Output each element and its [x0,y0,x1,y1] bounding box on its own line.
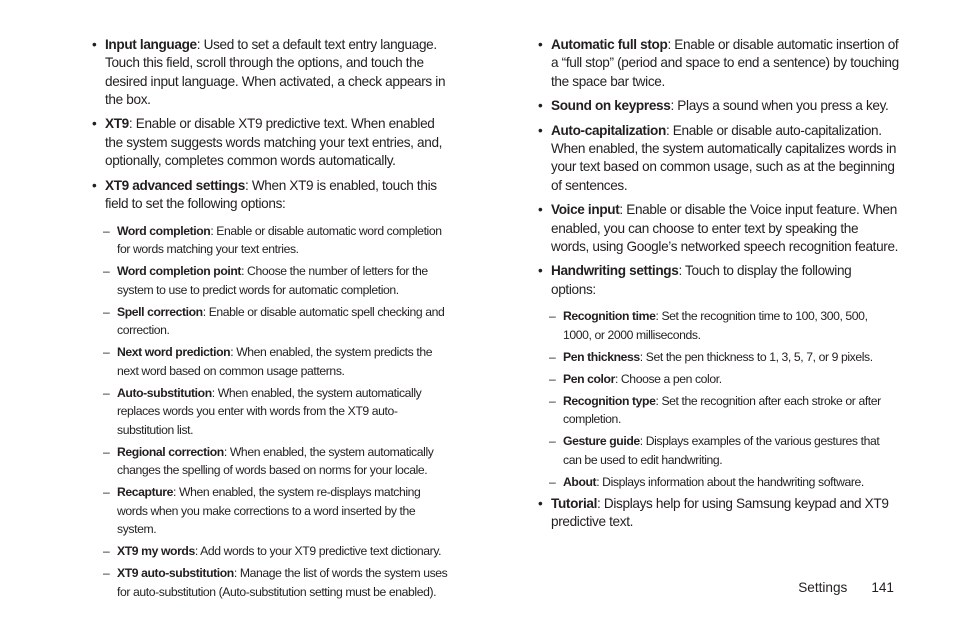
description: : Enable or disable automatic insertion of a “full stop” (period and space to end a sentence) by touching the space bar twice. [551,37,899,89]
description: : Displays help for using Samsung keypad and XT9 predictive text. [551,495,889,530]
sublist-item-regional-correction [91,443,453,480]
dash: – [103,385,110,400]
bullet: • [538,202,543,218]
sublist-item-spell-correction [91,303,453,340]
sublist-item-recognition-type [537,392,899,429]
description: : Enable or disable the Voice input feature. When enabled, you can choose to enter text by speaking the words, using Google’s networked speech recognition feature. [551,202,899,254]
term: Sound on keypress [551,98,671,114]
dash: – [549,474,556,489]
term: Recapture [117,485,174,500]
dash: – [103,544,110,559]
list-item-sound-on-keypress [537,97,899,115]
term: Handwriting settings [551,263,679,279]
dash: – [103,485,110,500]
bullet: • [538,122,543,138]
dash: – [549,434,556,449]
term: XT9 [105,116,129,132]
bullet: • [538,98,543,114]
term: Input language [105,37,197,52]
term: Recognition time [563,309,656,324]
bullet: • [538,495,543,511]
term: Voice input [551,202,620,218]
description: : Used to set a default text entry language. Touch this field, scroll through the options, and touch the desired input language. When activated, a check appears in the box. [105,37,446,107]
term: Gesture guide [563,434,640,449]
term: Auto-substitution [117,385,212,400]
bullet: • [92,37,97,52]
sublist-item-next-word-prediction [91,343,453,380]
list-item-handwriting-settings [537,262,899,299]
description: : Enable or disable XT9 predictive text. When enabled the system suggests words matching your text entries, and, optionally, completes common words automatically. [105,116,443,169]
description: : Choose the number of letters for the system to use to predict words for automatic completion. [117,264,428,297]
sublist-item-xt9-auto-substitution [91,564,453,601]
bullet: • [538,37,543,52]
dash: – [549,371,556,386]
sublist-item-gesture-guide [537,432,899,469]
bullet: • [92,177,97,193]
dash: – [549,349,556,364]
sublist-item-pen-thickness [537,348,899,367]
list-item-xt9-advanced-settings [91,177,453,214]
dash: – [103,566,110,581]
term: XT9 my words [117,544,195,559]
list-item-tutorial [537,495,899,532]
description: : Set the pen thickness to 1, 3, 5, 7, or 9 pixels. [639,349,873,364]
page-footer [798,580,894,595]
right-column [537,36,899,538]
bullet: • [92,116,97,132]
sublist-item-word-completion-point [91,262,453,299]
term: Regional correction [117,444,224,459]
description: : Manage the list of words the system uses for auto-substitution (Auto-substitution setting must be enabled). [117,566,448,599]
term: Auto-capitalization [551,122,666,138]
list-item-automatic-full-stop [537,36,899,91]
description: : When XT9 is enabled, touch this field to set the following options: [105,177,437,211]
term: XT9 auto-substitution [117,566,234,581]
description: : Set the recognition time to 100, 300, 500, 1000, or 2000 milliseconds. [563,309,868,342]
description: : Enable or disable automatic word completion for words matching your text entries. [117,223,442,257]
footer-section-title: Settings [798,580,848,595]
term: Spell correction [117,304,203,319]
description: : When enabled, the system automatically replaces words you enter with words from the XT9 auto-substitution list. [117,385,422,437]
term: About [563,474,597,489]
sublist-item-recapture [91,483,453,539]
term: Word completion point [117,264,242,279]
dash: – [549,309,556,324]
dash: – [103,264,110,279]
dash: – [103,444,110,459]
sublist-item-about [537,473,899,492]
term: Automatic full stop [551,37,668,52]
dash: – [103,345,110,360]
description: : Add words to your XT9 predictive text dictionary. [194,544,442,559]
bullet: • [538,263,543,279]
description: : When enabled, the system predicts the next word based on common usage patterns. [117,345,433,378]
term: Tutorial [551,495,598,511]
description: : Touch to display the following options: [551,263,852,297]
description: : Set the recognition after each stroke or after completion. [563,393,881,427]
sublist-item-auto-substitution [91,384,453,440]
list-item-voice-input [537,201,899,256]
list-item-auto-capitalization [537,122,899,195]
description: : Displays examples of the various gestures that can be used to edit handwriting. [563,434,880,467]
sublist-item-word-completion [91,222,453,259]
description: : Enable or disable auto-capitalization. When enabled, the system automatically capitalizes words in your text based on common usage, such as at the beginning of sentences. [551,122,897,193]
dash: – [103,304,110,319]
term: Recognition type [563,393,656,408]
list-item-input-language [91,36,453,109]
sublist-item-pen-color [537,370,899,389]
term: Pen color [563,371,615,386]
sublist-item-recognition-time [537,307,899,344]
dash: – [103,223,110,238]
page-number: 141 [871,580,894,595]
term: XT9 advanced settings [105,177,245,193]
description: : When enabled, the system re-displays matching words when you make corrections to a word inserted by the system. [117,485,421,537]
left-column [91,36,453,605]
description: : When enabled, the system automatically changes the spelling of words based on norms for your locale. [117,444,434,478]
description: : Displays information about the handwriting software. [596,474,864,489]
description: : Choose a pen color. [614,371,722,386]
term: Next word prediction [117,345,231,360]
dash: – [549,393,556,408]
term: Pen thickness [563,349,640,364]
description: : Enable or disable automatic spell checking and correction. [117,304,445,338]
description: : Plays a sound when you press a key. [670,98,889,114]
sublist-item-xt9-my-words [91,542,453,561]
list-item-xt9 [91,115,453,170]
term: Word completion [117,223,211,238]
